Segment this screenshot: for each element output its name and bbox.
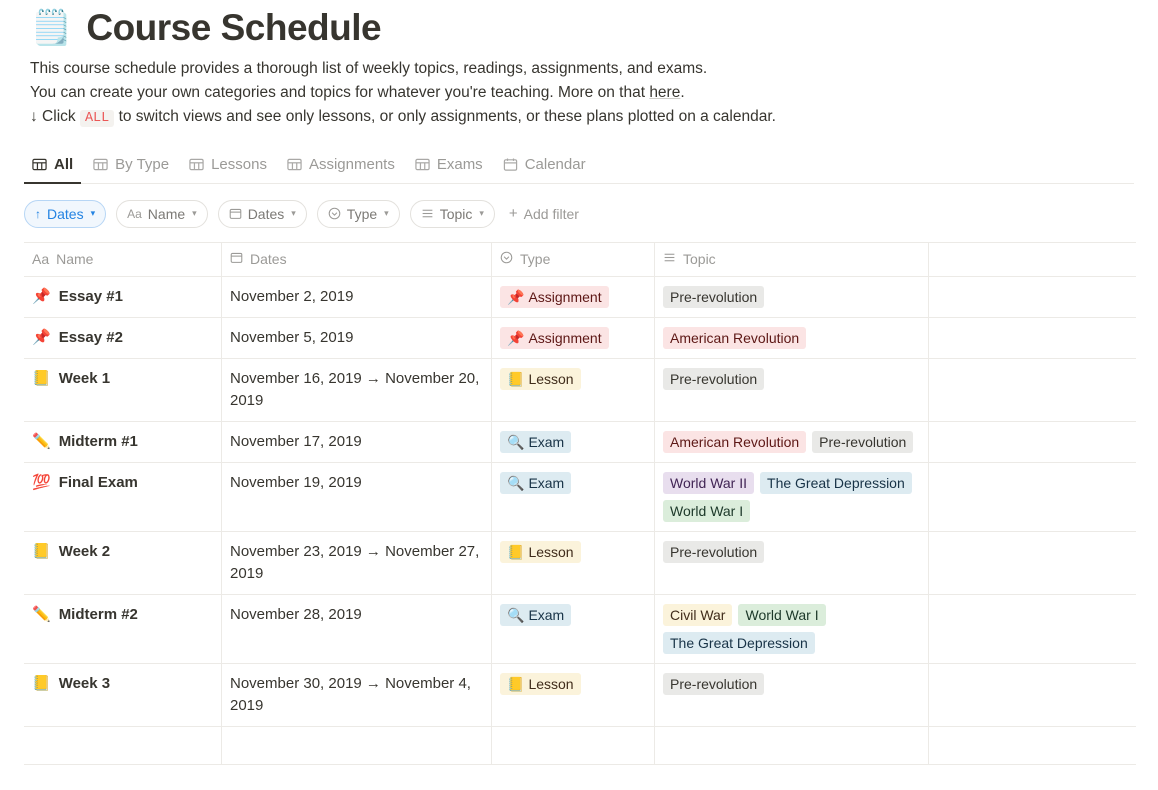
row-title: Essay #1 xyxy=(58,287,123,305)
cell-empty[interactable] xyxy=(929,277,1136,317)
table-row[interactable] xyxy=(24,664,1136,727)
cell-dates[interactable]: November 5, 2019 xyxy=(222,318,492,358)
column-header-label: Dates xyxy=(250,251,287,268)
notebook-icon: 📒 xyxy=(507,370,525,387)
cell-type[interactable] xyxy=(492,422,655,462)
tab-exams[interactable] xyxy=(407,150,491,184)
table-row-partial[interactable] xyxy=(24,727,1136,765)
topic-tag: Pre-revolution xyxy=(663,673,764,695)
row-title: Week 3 xyxy=(58,674,111,692)
page-description xyxy=(0,49,1158,131)
cell-name[interactable] xyxy=(24,422,222,462)
description-line-2-post: . xyxy=(680,83,685,101)
type-tag-label: Lesson xyxy=(528,543,574,560)
cell-empty[interactable] xyxy=(929,727,1136,764)
table-row[interactable] xyxy=(24,422,1136,463)
chevron-down-icon: ▾ xyxy=(291,208,296,219)
table-row[interactable] xyxy=(24,463,1136,532)
table-row[interactable] xyxy=(24,318,1136,359)
cell-name[interactable] xyxy=(24,595,222,663)
type-tag xyxy=(500,673,581,695)
tab-all[interactable] xyxy=(24,150,81,184)
column-header-topic[interactable] xyxy=(655,242,929,276)
calendar-icon xyxy=(230,251,243,267)
column-header-label: Topic xyxy=(683,251,716,268)
filter-chip-dates[interactable] xyxy=(218,200,307,228)
plus-icon: + xyxy=(508,205,518,223)
description-line-3-post: to switch views and see only lessons, or only assignments, or these plans plotted on a calendar. xyxy=(114,107,776,125)
sort-chip-dates[interactable] xyxy=(24,200,106,228)
topic-tag: Pre-revolution xyxy=(812,431,913,453)
description-line-3-pre: ↓ Click xyxy=(30,107,80,125)
type-tag-label: Exam xyxy=(528,433,565,450)
table-grid-icon xyxy=(287,157,302,172)
type-tag xyxy=(500,541,581,563)
add-filter-label: Add filter xyxy=(523,205,579,222)
row-title: Midterm #2 xyxy=(58,605,138,623)
all-code-token: ALL xyxy=(80,110,114,127)
filter-chip-topic[interactable] xyxy=(410,200,495,228)
chevron-down-icon: ▾ xyxy=(384,208,389,219)
tab-label: Assignments xyxy=(308,155,395,173)
notepad-icon: 🗒️ xyxy=(30,9,73,48)
topic-tag: Pre-revolution xyxy=(663,286,764,308)
cell-topic[interactable] xyxy=(655,595,929,663)
pushpin-icon: 📌 xyxy=(32,328,51,346)
row-title: Week 1 xyxy=(58,369,111,387)
pencil-icon: ✏️ xyxy=(32,605,51,623)
cell-empty[interactable] xyxy=(929,664,1136,726)
cell-dates[interactable]: November 28, 2019 xyxy=(222,595,492,663)
tab-label: By Type xyxy=(115,155,170,173)
tab-label: Lessons xyxy=(211,155,267,173)
topic-tag: World War I xyxy=(663,500,750,522)
row-title: Week 2 xyxy=(58,542,111,560)
cell-type[interactable] xyxy=(492,277,655,317)
column-header-name[interactable] xyxy=(24,242,222,276)
page-header xyxy=(0,0,1158,49)
row-title: Final Exam xyxy=(58,473,138,491)
cell-dates[interactable]: November 19, 2019 xyxy=(222,463,492,531)
cell-empty[interactable] xyxy=(929,463,1136,531)
page-title: Course Schedule xyxy=(86,7,382,48)
column-header-label: Name xyxy=(56,251,94,268)
column-header-type[interactable] xyxy=(492,242,655,276)
cell-dates[interactable]: November 2, 2019 xyxy=(222,277,492,317)
cell-type[interactable] xyxy=(492,318,655,358)
notebook-icon: 📒 xyxy=(32,542,51,560)
chevron-down-icon: ▾ xyxy=(192,208,197,219)
chip-label: Dates xyxy=(47,205,84,222)
type-tag-label: Exam xyxy=(528,474,565,491)
cell-dates[interactable]: November 23, 2019 → November 27, 2019 xyxy=(222,532,492,594)
multiselect-list-icon xyxy=(421,207,434,220)
tab-lessons[interactable] xyxy=(181,150,275,184)
table-row[interactable] xyxy=(24,532,1136,595)
cell-dates[interactable] xyxy=(222,727,492,764)
cell-name[interactable] xyxy=(24,359,222,421)
row-title: Essay #2 xyxy=(58,328,123,346)
pushpin-icon: 📌 xyxy=(32,287,51,305)
cell-topic[interactable] xyxy=(655,727,929,764)
table-header-row xyxy=(24,243,1136,277)
table-grid-icon xyxy=(93,157,108,172)
cell-empty[interactable] xyxy=(929,318,1136,358)
cell-topic[interactable] xyxy=(655,532,929,594)
cell-dates[interactable]: November 30, 2019 → November 4, 2019 xyxy=(222,664,492,726)
add-filter-button[interactable] xyxy=(505,206,583,222)
type-tag-label: Assignment xyxy=(528,288,602,305)
hundred-points-icon: 💯 xyxy=(32,473,51,491)
type-tag xyxy=(500,472,571,494)
table-grid-icon xyxy=(189,157,204,172)
type-tag-label: Exam xyxy=(528,606,565,623)
chevron-down-icon: ▾ xyxy=(90,208,96,219)
type-tag xyxy=(500,286,609,308)
schedule-table xyxy=(24,242,1136,765)
topic-tag: American Revolution xyxy=(663,431,806,453)
filter-chip-name[interactable] xyxy=(116,200,208,228)
type-tag-label: Lesson xyxy=(528,370,574,387)
select-circle-icon xyxy=(500,251,513,267)
type-tag-label: Lesson xyxy=(528,675,574,692)
magnifier-icon: 🔍 xyxy=(507,606,525,623)
filter-bar xyxy=(24,198,1158,230)
type-tag xyxy=(500,368,581,390)
table-row[interactable] xyxy=(24,595,1136,664)
calendar-icon xyxy=(503,157,518,172)
cell-topic[interactable] xyxy=(655,422,929,462)
multiselect-list-icon xyxy=(663,251,676,267)
calendar-icon xyxy=(229,207,242,220)
column-header-label: Type xyxy=(520,251,551,268)
row-title: Midterm #1 xyxy=(58,432,138,450)
tab-calendar[interactable] xyxy=(495,150,594,184)
cell-dates[interactable]: November 17, 2019 xyxy=(222,422,492,462)
magnifier-icon: 🔍 xyxy=(507,433,525,450)
table-row[interactable] xyxy=(24,359,1136,422)
description-line-1: This course schedule provides a thorough list of weekly topics, readings, assignments, and exams. xyxy=(30,59,708,77)
cell-empty[interactable] xyxy=(929,532,1136,594)
cell-empty[interactable] xyxy=(929,595,1136,663)
notebook-icon: 📒 xyxy=(507,543,525,560)
cell-name[interactable] xyxy=(24,727,222,764)
text-aa-icon: Aa xyxy=(32,251,50,268)
cell-type[interactable] xyxy=(492,359,655,421)
table-grid-icon xyxy=(32,157,47,172)
column-header-dates[interactable] xyxy=(222,242,492,276)
table-row[interactable] xyxy=(24,277,1136,318)
chip-label: Type xyxy=(346,205,378,222)
description-line-2-pre: You can create your own categories and topics for whatever you're teaching. More on that xyxy=(30,83,650,101)
type-tag xyxy=(500,604,571,626)
topic-tag: Pre-revolution xyxy=(663,368,764,390)
pencil-icon: ✏️ xyxy=(32,432,51,450)
view-tabs xyxy=(24,149,1134,184)
type-tag xyxy=(500,431,571,453)
cell-topic[interactable] xyxy=(655,463,929,531)
cell-topic[interactable] xyxy=(655,318,929,358)
topic-tag: Pre-revolution xyxy=(663,541,764,563)
here-link[interactable]: here xyxy=(649,83,681,101)
cell-type[interactable] xyxy=(492,595,655,663)
cell-empty[interactable] xyxy=(929,359,1136,421)
cell-topic[interactable] xyxy=(655,359,929,421)
cell-name[interactable] xyxy=(24,664,222,726)
cell-type[interactable] xyxy=(492,664,655,726)
tab-label: Exams xyxy=(436,155,483,173)
magnifier-icon: 🔍 xyxy=(507,474,525,491)
pushpin-icon: 📌 xyxy=(507,329,525,346)
type-tag-label: Assignment xyxy=(528,329,602,346)
notebook-icon: 📒 xyxy=(32,369,51,387)
cell-type[interactable] xyxy=(492,727,655,764)
table-grid-icon xyxy=(415,157,430,172)
notebook-icon: 📒 xyxy=(507,675,525,692)
topic-tag: World War I xyxy=(738,604,825,626)
text-aa-icon: Aa xyxy=(127,206,142,221)
cell-topic[interactable] xyxy=(655,277,929,317)
filter-chip-type[interactable] xyxy=(317,200,400,228)
topic-tag: Civil War xyxy=(663,604,732,626)
tab-by-type[interactable] xyxy=(85,150,177,184)
chip-label: Name xyxy=(147,205,186,222)
cell-name[interactable] xyxy=(24,318,222,358)
description-line-3 xyxy=(30,105,1158,131)
cell-empty[interactable] xyxy=(929,422,1136,462)
cell-name[interactable] xyxy=(24,463,222,531)
pushpin-icon: 📌 xyxy=(507,288,525,305)
tab-assignments[interactable] xyxy=(279,150,403,184)
notebook-icon: 📒 xyxy=(32,674,51,692)
sort-ascending-icon: ↑ xyxy=(35,206,41,221)
cell-name[interactable] xyxy=(24,277,222,317)
type-tag xyxy=(500,327,609,349)
cell-type[interactable] xyxy=(492,463,655,531)
description-line-2 xyxy=(30,81,1158,105)
cell-topic[interactable] xyxy=(655,664,929,726)
chip-label: Topic xyxy=(439,205,473,222)
column-header-empty[interactable] xyxy=(929,242,1136,276)
topic-tag: American Revolution xyxy=(663,327,806,349)
cell-dates[interactable]: November 16, 2019 → November 20, 2019 xyxy=(222,359,492,421)
tab-label: Calendar xyxy=(524,155,586,173)
topic-tag: World War II xyxy=(663,472,754,494)
cell-name[interactable] xyxy=(24,532,222,594)
topic-tag: The Great Depression xyxy=(760,472,912,494)
select-circle-icon xyxy=(328,207,341,220)
chip-label: Dates xyxy=(247,205,285,222)
chevron-down-icon: ▾ xyxy=(479,208,484,219)
topic-tag: The Great Depression xyxy=(663,632,815,654)
cell-type[interactable] xyxy=(492,532,655,594)
tab-label: All xyxy=(54,155,74,173)
